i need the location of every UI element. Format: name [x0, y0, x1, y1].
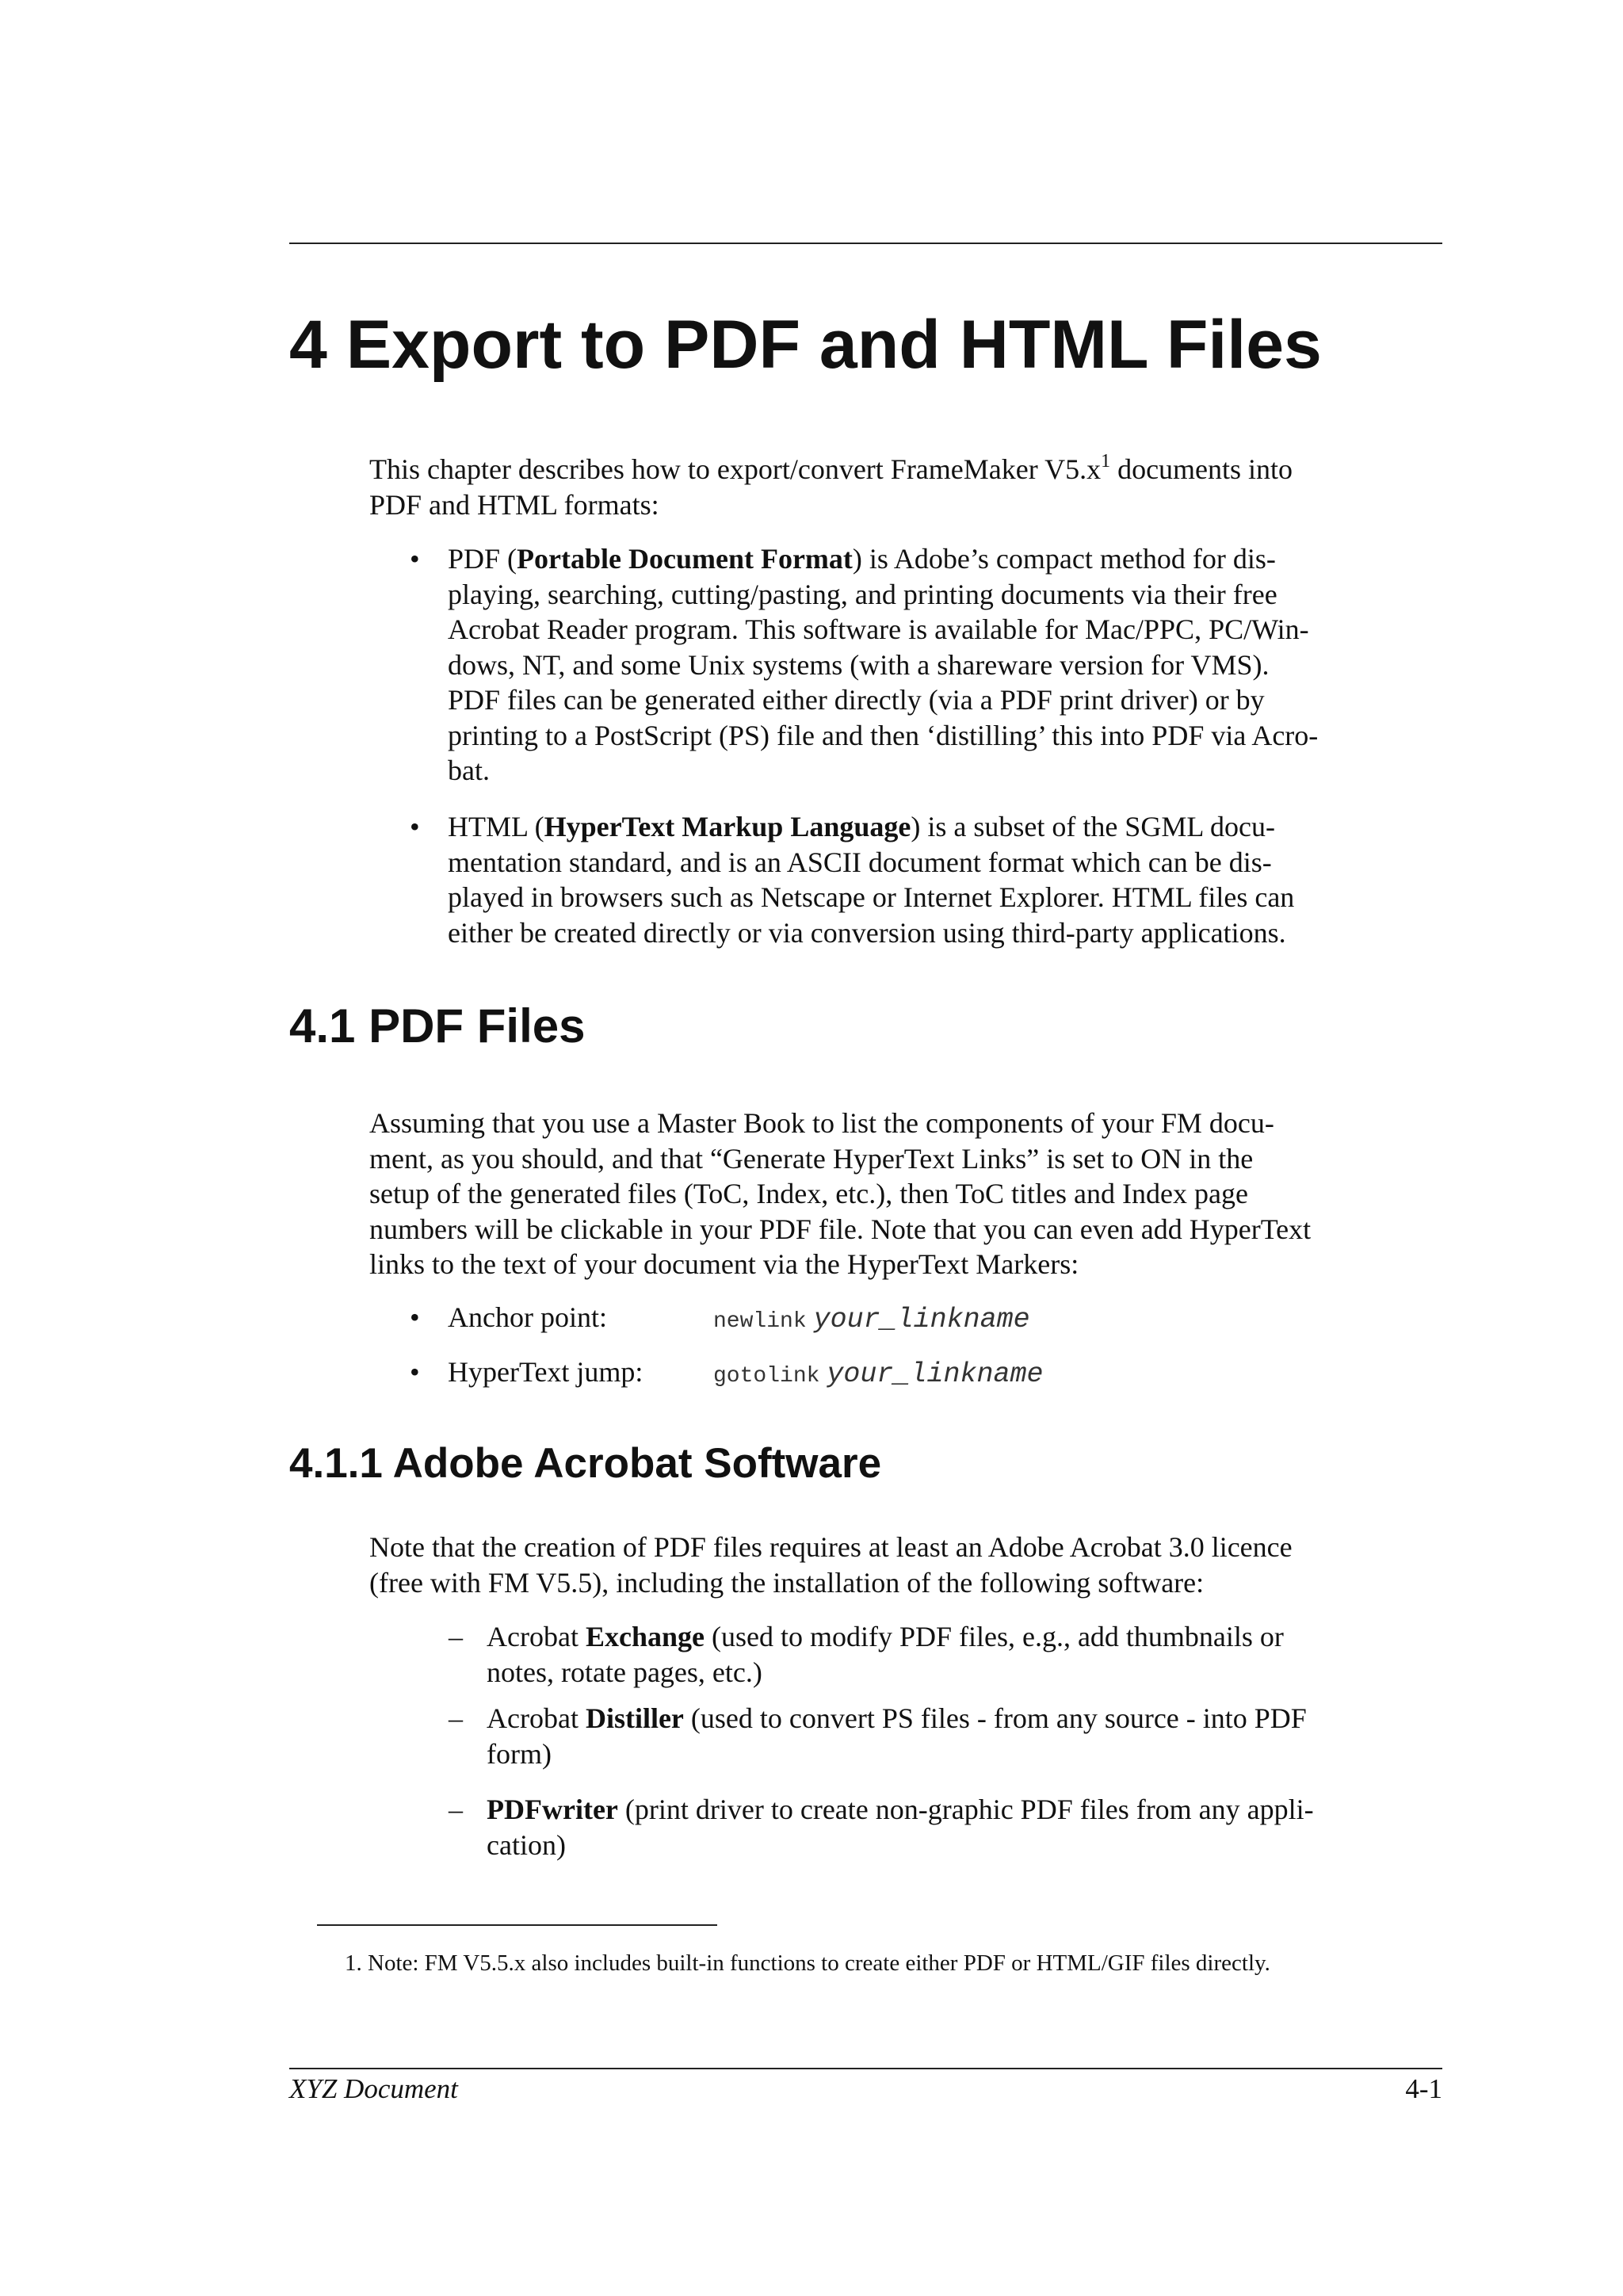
footer-rule	[289, 2068, 1442, 2069]
bold-term: PDFwriter	[487, 1794, 618, 1825]
text: Acrobat	[487, 1702, 586, 1734]
item-exchange	[487, 1619, 1284, 1690]
bullet-pdf	[448, 541, 1318, 789]
marker-label-anchor: Anchor point:	[448, 1301, 607, 1333]
bullet-line: dows, NT, and some Unix systems (with a shareware version for VMS).	[448, 648, 1270, 681]
item-line: form)	[487, 1737, 552, 1770]
bold-term: Distiller	[585, 1702, 684, 1734]
section-4-1-paragraph	[369, 1106, 1311, 1282]
para-line: Assuming that you use a Master Book to list the components of your FM docu-	[369, 1107, 1274, 1139]
bold-term: Exchange	[585, 1621, 705, 1652]
footnote-rule	[317, 1924, 717, 1926]
footer-doc-name: XYZ Document	[289, 2073, 458, 2104]
dash-mark: –	[449, 1794, 463, 1825]
footer-page-number: 4-1	[1405, 2073, 1442, 2104]
text: (used to convert PS files - from any source - into PDF	[683, 1702, 1307, 1734]
marker-code-jump	[713, 1354, 1043, 1395]
item-line: cation)	[487, 1828, 566, 1861]
section-heading-4-1-1: 4.1.1 Adobe Acrobat Software	[289, 1440, 882, 1487]
bullet-html	[448, 809, 1294, 950]
item-distiller	[487, 1701, 1307, 1771]
text: (print driver to create non-graphic PDF files from any appli-	[617, 1794, 1314, 1825]
bullet-line: either be created directly or via conversion using third-party applications.	[448, 916, 1286, 949]
intro-text: This chapter describes how to export/convert FrameMaker V5.x	[369, 453, 1102, 485]
bullet-line	[448, 541, 1318, 577]
section-heading-4-1: 4.1 PDF Files	[289, 999, 586, 1052]
item-pdfwriter	[487, 1792, 1314, 1862]
marker-variable: your_linkname	[813, 1304, 1030, 1335]
bullet-line: bat.	[448, 755, 490, 786]
item-line: notes, rotate pages, etc.)	[487, 1656, 762, 1688]
bullet-line: played in browsers such as Netscape or Internet Explorer. HTML files can	[448, 881, 1295, 913]
intro-text: documents into	[1110, 453, 1293, 485]
intro-paragraph	[369, 452, 1293, 522]
item-line	[487, 1619, 1284, 1655]
footnote-text: 1. Note: FM V5.5.x also includes built-in functions to create either PDF or HTML/GIF files directly.	[345, 1950, 1270, 1976]
marker-variable: your_linkname	[827, 1358, 1044, 1390]
bold-term: HyperText Markup Language	[544, 811, 911, 842]
text: Acrobat	[487, 1621, 586, 1652]
dash-mark: –	[449, 1702, 463, 1734]
marker-keyword: newlink	[713, 1309, 807, 1334]
intro-line-1	[369, 452, 1293, 487]
text: ) is Adobe’s compact method for dis-	[852, 543, 1276, 575]
bullet-line: PDF files can be generated either directly (via a PDF print driver) or by	[448, 684, 1265, 716]
chapter-title: 4 Export to PDF and HTML Files	[289, 307, 1322, 383]
bullet-line: Acrobat Reader program. This software is available for Mac/PPC, PC/Win-	[448, 613, 1309, 645]
para-line: numbers will be clickable in your PDF file. Note that you can even add HyperText	[369, 1213, 1312, 1245]
marker-label-jump: HyperText jump:	[448, 1356, 643, 1388]
bold-term: Portable Document Format	[517, 543, 853, 575]
bullet-line	[448, 809, 1294, 845]
dash-mark: –	[449, 1621, 463, 1652]
text: ) is a subset of the SGML docu-	[911, 811, 1275, 842]
marker-keyword: gotolink	[713, 1364, 820, 1389]
para-line: Note that the creation of PDF files requires at least an Adobe Acrobat 3.0 licence	[369, 1531, 1293, 1563]
para-line: links to the text of your document via the HyperText Markers:	[369, 1248, 1079, 1280]
bullet-line: printing to a PostScript (PS) file and then ‘distilling’ this into PDF via Acro-	[448, 719, 1319, 751]
bullet-mark: •	[410, 1356, 420, 1388]
marker-code-anchor	[713, 1300, 1030, 1340]
para-line: setup of the generated files (ToC, Index, etc.), then ToC titles and Index page	[369, 1178, 1248, 1209]
bullet-line: mentation standard, and is an ASCII document format which can be dis-	[448, 846, 1272, 878]
text: PDF (	[448, 543, 517, 575]
intro-line-2: PDF and HTML formats:	[369, 488, 659, 521]
footnote-ref[interactable]: 1	[1101, 451, 1111, 472]
bullet-line: playing, searching, cutting/pasting, and printing documents via their free	[448, 578, 1277, 610]
para-line: ment, as you should, and that “Generate HyperText Links” is set to ON in the	[369, 1142, 1254, 1175]
bullet-mark: •	[410, 1301, 420, 1333]
bullet-mark: •	[410, 543, 420, 575]
para-line: (free with FM V5.5), including the installation of the following software:	[369, 1566, 1205, 1599]
item-line	[487, 1792, 1314, 1828]
item-line	[487, 1701, 1307, 1736]
header-rule	[289, 243, 1442, 244]
text: (used to modify PDF files, e.g., add thumbnails or	[704, 1621, 1284, 1652]
bullet-mark: •	[410, 811, 420, 842]
text: HTML (	[448, 811, 544, 842]
section-4-1-1-paragraph	[369, 1530, 1293, 1600]
